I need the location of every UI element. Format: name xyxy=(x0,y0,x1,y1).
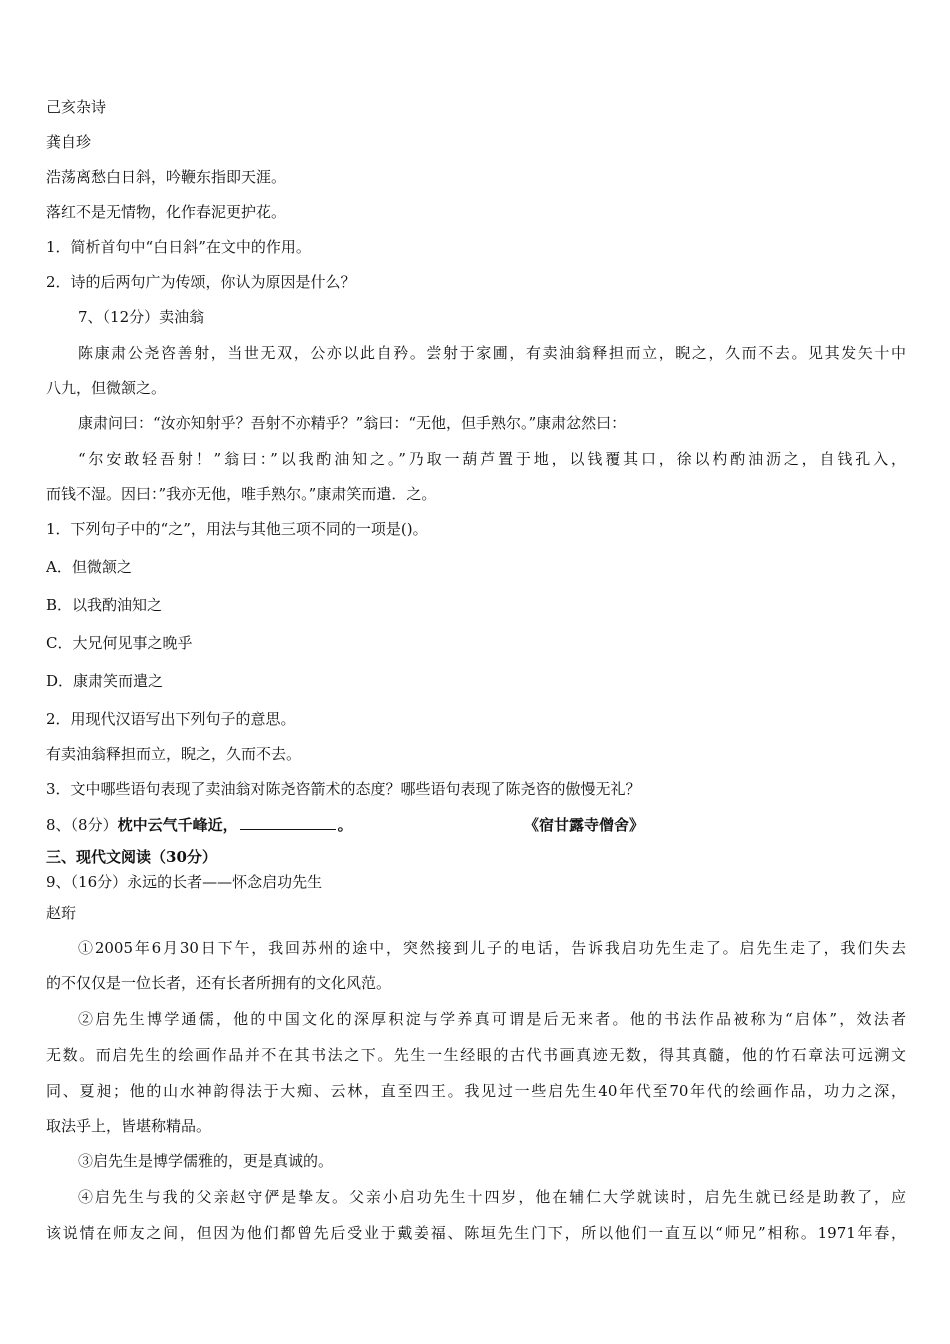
q7-option-d: D．康肃笑而遣之 xyxy=(46,672,164,690)
q8-period: 。 xyxy=(337,816,353,834)
q9-author: 赵珩 xyxy=(46,904,77,922)
q9-p2-line3: 同、夏昶；他的山水神韵得法于大痴、云林，直至四王。我见过一些启先生40年代至70年代的绘画作品，功力之深， xyxy=(46,1082,906,1100)
q9-p4-line2: 该说情在师友之间，但因为他们都曾先后受业于戴姜福、陈垣先生门下，所以他们一直互以“师兄”相称。1971年春， xyxy=(46,1224,906,1242)
q7-option-c: C．大兄何见事之晚乎 xyxy=(46,634,193,652)
q7-passage-p1-line1: 陈康肃公尧咨善射，当世无双，公亦以此自矜。尝射于家圃，有卖油翁释担而立，睨之，久而不去。见其发矢十中 xyxy=(78,344,906,362)
poem-title: 己亥杂诗 xyxy=(46,98,107,116)
q7-passage-p3-line2: 而钱不湿。因曰：”我亦无他，唯手熟尔。”康肃笑而遣．之。 xyxy=(46,485,437,503)
q9-p3: ③启先生是博学儒雅的，更是真诚的。 xyxy=(78,1152,334,1170)
poem-line-1: 浩荡离愁白日斜，吟鞭东指即天涯。 xyxy=(46,168,287,186)
q7-question-2: 2．用现代汉语写出下列句子的意思。 xyxy=(46,710,296,728)
q9-p1-line2: 的不仅仅是一位长者，还有长者所拥有的文化风范。 xyxy=(46,974,392,992)
q9-header: 9、（16分）永远的长者——怀念启功先生 xyxy=(46,873,323,891)
section-3-title: 三、现代文阅读（30分） xyxy=(46,848,217,866)
q7-question-3: 3．文中哪些语句表现了卖油翁对陈尧咨箭术的态度？哪些语句表现了陈尧咨的傲慢无礼？ xyxy=(46,780,641,798)
q9-p1-line1: ①2005年6月30日下午，我回苏州的途中，突然接到儿子的电话，告诉我启功先生走了。启先生走了，我们失去 xyxy=(78,939,906,957)
q9-p2-line1: ②启先生博学通儒，他的中国文化的深厚积淀与学养真可谓是后无来者。他的书法作品被称为“启体”，效法者 xyxy=(78,1010,906,1028)
q8-label: 8、（8分） xyxy=(46,816,118,834)
q9-p4-line1: ④启先生与我的父亲赵守俨是挚友。父亲小启功先生十四岁，他在辅仁大学就读时，启先生就已经是助教了，应 xyxy=(78,1188,906,1206)
q7-header: 7、（12分）卖油翁 xyxy=(78,308,205,326)
q8-source: 《宿甘露寺僧舍》 xyxy=(524,816,645,834)
q8-row xyxy=(46,814,906,835)
q8-verse: 枕中云气千峰近， xyxy=(117,816,238,834)
poem-author: 龚自珍 xyxy=(46,133,92,151)
poem-question-1: 1．简析首句中“白日斜”在文中的作用。 xyxy=(46,238,311,256)
q7-option-a: A．但微颔之 xyxy=(46,558,132,576)
q7-passage-p2: 康肃问曰：“汝亦知射乎？吾射不亦精乎？”翁曰：“无他，但手熟尔。”康肃忿然曰： xyxy=(78,414,627,432)
q7-question-1: 1．下列句子中的“之”，用法与其他三项不同的一项是()。 xyxy=(46,520,428,538)
q7-question-2-sentence: 有卖油翁释担而立，睨之，久而不去。 xyxy=(46,745,302,763)
q7-option-b: B．以我酌油知之 xyxy=(46,596,163,614)
q8-answer-blank[interactable] xyxy=(240,828,336,830)
poem-question-2: 2．诗的后两句广为传颂，你认为原因是什么？ xyxy=(46,273,356,291)
q7-passage-p1-line2: 八九，但微颔之。 xyxy=(46,379,167,397)
q7-passage-p3-line1: “尔安敢轻吾射！”翁曰：”以我酌油知之。”乃取一葫芦置于地，以钱覆其口，徐以杓酌油沥之，自钱孔入， xyxy=(78,450,906,468)
q9-p2-line4: 取法乎上，皆堪称精品。 xyxy=(46,1117,212,1135)
poem-line-2: 落红不是无情物，化作春泥更护花。 xyxy=(46,203,287,221)
q9-p2-line2: 无数。而启先生的绘画作品并不在其书法之下。先生一生经眼的古代书画真迹无数，得其真髓，他的竹石章法可远溯文 xyxy=(46,1046,906,1064)
